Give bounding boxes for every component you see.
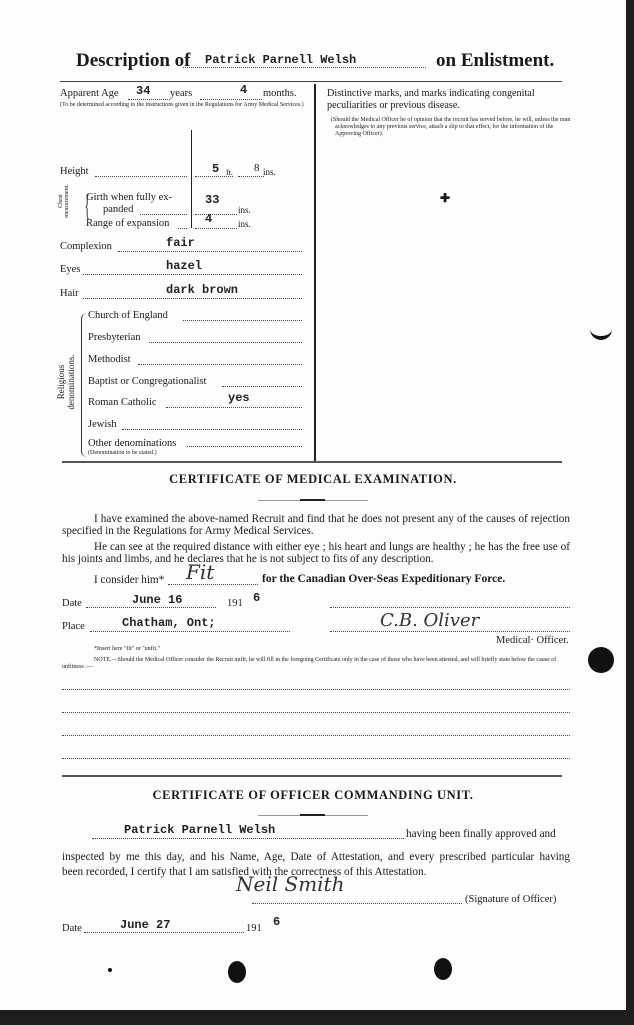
medical-year-prefix: 191 xyxy=(227,598,243,609)
expansion-value-dots xyxy=(195,228,237,229)
age-years-dots xyxy=(128,99,170,100)
name-dotted-line xyxy=(183,67,426,68)
title-suffix: on Enlistment. xyxy=(436,50,555,71)
medical-officer-signature: C.B. Oliver xyxy=(380,610,480,631)
officer-year-prefix: 191 xyxy=(246,923,262,934)
hair-dots xyxy=(83,298,302,299)
officer-line-2: inspected by me this day, and his Name, Age, Date of Attestation, and every prescribed particular having xyxy=(62,851,570,863)
religion-side-label-2: denominations. xyxy=(66,354,76,410)
medical-officer-role: Medical· Officer. xyxy=(496,635,569,646)
eyes-dots xyxy=(83,274,302,275)
religion-dots-5 xyxy=(122,429,302,430)
religion-other-note: (Denomination to be stated.) xyxy=(88,450,157,456)
place-label: Place xyxy=(62,621,85,632)
insert-note: *Insert here "fit" or "unfit." xyxy=(94,646,160,652)
medical-date-label: Date xyxy=(62,598,82,609)
consider-suffix-text: for the Canadian Over-Seas Expeditionary Force. xyxy=(262,573,506,585)
unfitness-line-2[interactable] xyxy=(62,712,570,713)
officer-year-suffix: 6 xyxy=(273,915,281,929)
unfitness-line-1[interactable] xyxy=(62,689,570,690)
ink-dot xyxy=(108,968,112,972)
medical-para-2: He can see at the required distance with either eye ; his heart and lungs are healthy ; he has the free use of his joints and limbs, and he declares that he is not subject to fits of any description. xyxy=(62,541,570,565)
officer-signature-label: (Signature of Officer) xyxy=(465,894,557,905)
column-divider xyxy=(314,84,316,462)
officer-name-dots xyxy=(92,838,404,839)
medical-certificate-heading: CERTIFICATE OF MEDICAL EXAMINATION. xyxy=(169,472,457,486)
fitness-value: Fit xyxy=(186,560,215,584)
distinctive-marks-heading: Distinctive marks, and marks indicating congenital peculiarities or previous disease. xyxy=(327,88,535,111)
medical-year-suffix: 6 xyxy=(253,591,261,605)
ink-mark: ✚ xyxy=(440,191,451,205)
unfitness-line-4[interactable] xyxy=(62,758,570,759)
height-ins-value: 8 xyxy=(254,162,260,174)
hair-value: dark brown xyxy=(166,283,239,297)
officer-date-dots xyxy=(84,932,244,933)
chest-brace: { xyxy=(84,189,91,222)
height-ins-dots xyxy=(238,176,264,177)
officer-date-label: Date xyxy=(62,923,82,934)
religion-dots-0 xyxy=(183,320,302,321)
medical-date-right-dots xyxy=(330,607,570,608)
eyes-label: Eyes xyxy=(60,264,81,275)
apparent-age-label: Apparent Age xyxy=(60,88,119,99)
consider-dots xyxy=(168,584,258,585)
girth-dots xyxy=(140,214,187,215)
officer-certificate-heading: CERTIFICATE OF OFFICER COMMANDING UNIT. xyxy=(152,788,474,802)
religion-dots-6 xyxy=(187,446,302,447)
punch-hole-2 xyxy=(434,958,452,980)
officer-recruit-name: Patrick Parnell Welsh xyxy=(124,823,276,837)
height-label: Height xyxy=(60,166,89,177)
unfitness-line-3[interactable] xyxy=(62,735,570,736)
age-note: (To be determined according to the instructions given in the Regulations for Army Medical Services.) xyxy=(60,102,304,108)
heading-underline-1-mark xyxy=(300,499,325,501)
girth-label-1: Girth when fully ex- xyxy=(86,192,173,203)
months-label: months. xyxy=(263,88,297,99)
religion-brace xyxy=(81,313,88,457)
complexion-label: Complexion xyxy=(60,241,112,252)
religion-item-baptist: Baptist or Congregationalist xyxy=(88,376,207,387)
complexion-value: fair xyxy=(166,236,195,250)
place-value: Chatham, Ont; xyxy=(122,616,216,630)
officer-line-1-suffix: having been finally approved and xyxy=(406,828,556,840)
religion-dots-4 xyxy=(166,407,302,408)
expansion-dots xyxy=(178,228,187,229)
measurement-divider xyxy=(191,130,192,228)
medical-signature-dots xyxy=(330,631,570,632)
chest-measurement-label: Chest measurement. xyxy=(58,184,70,218)
officer-signature: Neil Smith xyxy=(236,872,345,896)
religion-item-roman-catholic: Roman Catholic xyxy=(88,397,157,408)
years-label: years xyxy=(170,88,193,99)
religion-dots-3 xyxy=(222,386,302,387)
religion-roman-catholic-value: yes xyxy=(228,391,250,405)
medical-date-value: June 16 xyxy=(132,593,183,607)
ft-label: ft. xyxy=(226,168,233,177)
girth-ins-label: ins. xyxy=(238,205,251,215)
eyes-value: hazel xyxy=(166,259,203,273)
heading-underline-2-mark xyxy=(300,814,325,816)
officer-signature-dots xyxy=(252,903,462,904)
girth-label-2: panded xyxy=(103,204,134,215)
religion-dots-2 xyxy=(138,364,302,365)
height-label-dots xyxy=(95,176,187,177)
age-months-value: 4 xyxy=(240,83,248,97)
punch-hole-1 xyxy=(228,961,246,983)
religion-side-label-1: Religious xyxy=(56,364,66,400)
punch-hole-3 xyxy=(588,647,614,673)
consider-suffix xyxy=(262,573,505,585)
distinctive-marks-note: (Should the Medical Officer be of opinion that the recruit has served before, he will, unless the man acknowledges to any previous service, attach a slip to that effect, for the information of the Approving Officer). xyxy=(331,117,571,137)
section-rule-1 xyxy=(62,461,562,463)
section-rule-2 xyxy=(62,775,562,777)
religion-side-label xyxy=(56,346,76,418)
officer-line-3: been recorded, I certify that I am satisfied with the correctness of this Attestation. xyxy=(62,866,427,878)
age-years-value: 34 xyxy=(136,84,151,98)
staple-mark xyxy=(590,326,612,340)
age-months-dots xyxy=(200,99,262,100)
girth-value-dots xyxy=(195,214,237,215)
expansion-label: Range of expansion xyxy=(86,218,170,229)
religion-item-church-of-england: Church of England xyxy=(88,310,168,321)
religion-item-presbyterian: Presbyterian xyxy=(88,332,141,343)
hair-label: Hair xyxy=(60,288,79,299)
expansion-ins-label: ins. xyxy=(238,219,251,229)
height-ft-value: 5 xyxy=(212,162,220,176)
consider-label: I consider him* xyxy=(94,574,165,586)
religion-item-other: Other denominations xyxy=(88,438,177,449)
religion-item-jewish: Jewish xyxy=(88,419,117,430)
complexion-dots xyxy=(118,251,302,252)
religion-item-methodist: Methodist xyxy=(88,354,131,365)
officer-date-value: June 27 xyxy=(120,918,171,932)
girth-value: 33 xyxy=(205,193,220,207)
height-ins-label: ins. xyxy=(263,167,276,177)
unfit-note: NOTE.—Should the Medical Officer consider the Recruit unfit, he will fill in the foregoing Certificate only in the case of those who have been attested, and will briefly state below the cause of unfitness :— xyxy=(62,657,557,670)
religion-dots-1 xyxy=(149,342,302,343)
recruit-name-field: Patrick Parnell Welsh xyxy=(205,53,357,67)
title-prefix: Description of xyxy=(76,50,191,71)
expansion-value: 4 xyxy=(205,212,213,226)
medical-para-1: I have examined the above-named Recruit and find that he does not present any of the causes of rejection specified in the Regulations for Army Medical Services. xyxy=(62,513,570,537)
header-rule xyxy=(60,81,562,82)
place-dots xyxy=(90,631,290,632)
medical-date-dots xyxy=(86,607,216,608)
